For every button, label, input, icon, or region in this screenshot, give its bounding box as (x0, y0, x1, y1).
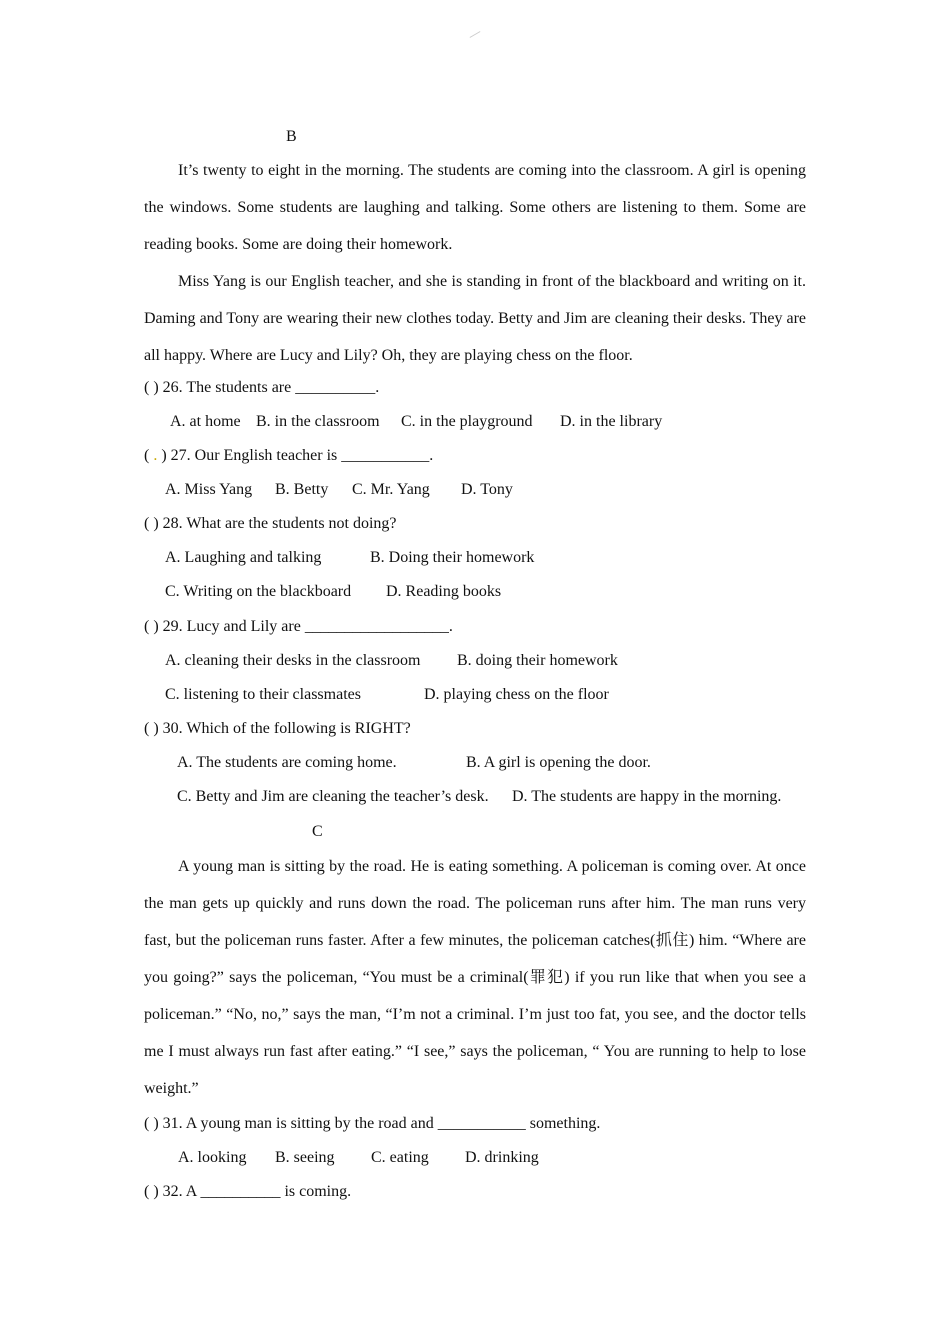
option: A. looking (178, 1149, 247, 1166)
option: B. Doing their homework (370, 549, 535, 566)
option: A. Miss Yang (165, 481, 253, 498)
question-29 (144, 617, 453, 637)
question-32 (144, 1182, 351, 1202)
option: D. The students are happy in the morning. (512, 788, 782, 805)
question-text: 32. A __________ is coming. (162, 1183, 352, 1200)
option: C. listening to their classmates (165, 686, 361, 703)
option: D. Reading books (386, 583, 502, 600)
option: A. at home (170, 413, 241, 430)
answer-blank[interactable]: ( . ) (144, 447, 167, 464)
section-c-passage (144, 848, 806, 1107)
passage-paragraph: It’s twenty to eight in the morning. The students are coming into the classroom. A girl is opening the windows. Some students are laughing and talking. Some others are listening to them. Some are reading books. Some are doing their homework. (144, 162, 806, 253)
answer-blank[interactable]: ( ) (144, 1183, 159, 1200)
option: C. eating (371, 1149, 429, 1166)
option: B. in the classroom (256, 413, 380, 430)
passage-paragraph: Miss Yang is our English teacher, and she is standing in front of the blackboard and writing on it. Daming and Tony are wearing their new clothes today. Betty and Jim are cleaning their desks. They are all happy. Where are Lucy and Lily? Oh, they are playing chess on the floor. (144, 273, 806, 364)
question-text: 30. Which of the following is RIGHT? (162, 720, 411, 737)
answer-blank[interactable]: ( ) (144, 515, 159, 532)
section-b-passage (144, 152, 806, 374)
option: B. doing their homework (457, 652, 618, 669)
section-b-label: B (286, 128, 297, 145)
option: B. A girl is opening the door. (466, 754, 651, 771)
section-c-label: C (312, 823, 323, 840)
passage-paragraph: A young man is sitting by the road. He is eating something. A policeman is coming over. At once the man gets up quickly and runs down the road. The policeman runs after him. The man runs very fast, but the policeman runs faster. After a few minutes, the policeman catches(抓住) him. “Where are you going?” says the policeman, “You must be a criminal(罪犯) if you run like that when you see a policeman.” “No, no,” says the man, “I’m not a criminal. I’m just too fat, you see, and the doctor tells me I must always run fast after eating.” “I see,” says the policeman, “ You are running to help to lose weight.” (144, 858, 806, 1097)
option: D. in the library (560, 413, 663, 430)
answer-blank[interactable]: ( ) (144, 618, 159, 635)
answer-blank[interactable]: ( ) (144, 1115, 159, 1132)
option: C. Writing on the blackboard (165, 583, 352, 600)
option: D. playing chess on the floor (424, 686, 609, 703)
option: A. cleaning their desks in the classroom (165, 652, 421, 669)
question-text: 31. A young man is sitting by the road and ___________ something. (162, 1115, 601, 1132)
question-28 (144, 514, 397, 534)
answer-blank[interactable]: ( ) (144, 379, 159, 396)
option: C. Betty and Jim are cleaning the teacher’s desk. (177, 788, 489, 805)
option: C. Mr. Yang (352, 481, 430, 498)
question-text: 26. The students are __________. (162, 379, 380, 396)
option: B. Betty (275, 481, 329, 498)
question-27 (144, 446, 433, 466)
option: D. Tony (461, 481, 513, 498)
question-text: 29. Lucy and Lily are __________________. (162, 618, 453, 635)
question-26 (144, 378, 379, 398)
question-31 (144, 1114, 600, 1134)
option: D. drinking (465, 1149, 539, 1166)
decorative-mark (470, 31, 481, 38)
option: A. Laughing and talking (165, 549, 322, 566)
question-30 (144, 719, 411, 739)
question-text: 28. What are the students not doing? (162, 515, 397, 532)
question-text: 27. Our English teacher is ___________. (170, 447, 434, 464)
stray-mark: . (153, 447, 158, 464)
option: C. in the playground (401, 413, 533, 430)
option: B. seeing (275, 1149, 335, 1166)
option: A. The students are coming home. (177, 754, 397, 771)
answer-blank[interactable]: ( ) (144, 720, 159, 737)
